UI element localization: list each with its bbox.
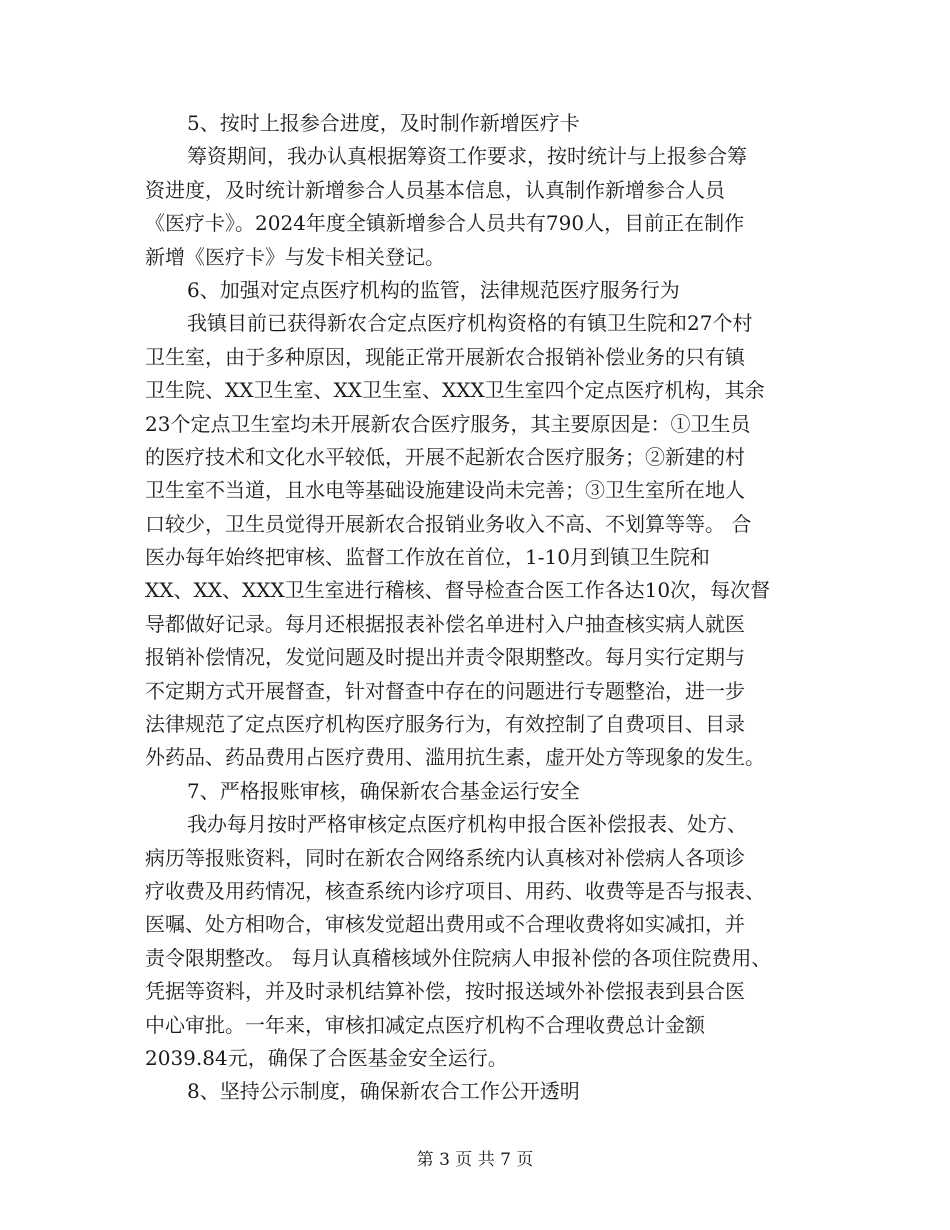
text-line: 中心审批。一年来，审核扣减定点医疗机构不合理收费总计金额 xyxy=(145,1012,705,1037)
text-line: 《医疗卡》。2024年度全镇新增参合人员共有790人，目前正在制作 xyxy=(145,211,745,236)
text-line: 医嘱、处方相吻合，审核发觉超出费用或不合理收费将如实减扣，并 xyxy=(145,912,745,937)
text-line: 卫生室不当道，且水电等基础设施建设尚未完善；③卫生室所在地人 xyxy=(145,478,745,503)
text-line: 新增《医疗卡》与发卡相关登记。 xyxy=(145,244,445,269)
text-line: 报销补偿情况，发觉问题及时提出并责令限期整改。每月实行定期与 xyxy=(145,645,745,670)
text-line: 卫生院、XX卫生室、XX卫生室、XXX卫生室四个定点医疗机构，其余 xyxy=(145,378,765,403)
page-footer: 第 3 页 共 7 页 xyxy=(416,1150,534,1170)
text-line: 7、严格报账审核，确保新农合基金运行安全 xyxy=(187,778,580,803)
text-line: 不定期方式开展督查，针对督查中存在的问题进行专题整治，进一步 xyxy=(145,678,745,703)
text-line: 疗收费及用药情况，核查系统内诊疗项目、用药、收费等是否与报表、 xyxy=(145,878,765,903)
text-line: 责令限期整改。 每月认真稽核域外住院病人申报补偿的各项住院费用、 xyxy=(145,945,772,970)
text-line: 外药品、药品费用占医疗费用、滥用抗生素，虚开处方等现象的发生。 xyxy=(145,745,765,770)
text-line: 病历等报账资料，同时在新农合网络系统内认真核对补偿病人各项诊 xyxy=(145,845,745,870)
text-line: 我办每月按时严格审核定点医疗机构申报合医补偿报表、处方、 xyxy=(187,812,747,837)
text-line: 8、坚持公示制度，确保新农合工作公开透明 xyxy=(187,1079,580,1104)
document-body xyxy=(145,107,810,1109)
text-line: 筹资期间，我办认真根据筹资工作要求，按时统计与上报参合筹 xyxy=(187,144,747,169)
text-line: 导都做好记录。每月还根据报表补偿名单进村入户抽查核实病人就医 xyxy=(145,611,745,636)
text-line: 2039.84元，确保了合医基金安全运行。 xyxy=(145,1045,508,1070)
text-line: XX、XX、XXX卫生室进行稽核、督导检查合医工作各达10次，每次督 xyxy=(145,578,771,603)
text-line: 5、按时上报参合进度，及时制作新增医疗卡 xyxy=(187,111,580,135)
text-line: 23个定点卫生室均未开展新农合医疗服务，其主要原因是：①卫生员 xyxy=(145,411,751,436)
text-line: 6、加强对定点医疗机构的监管，法律规范医疗服务行为 xyxy=(187,277,680,302)
text-line: 卫生室，由于多种原因，现能正常开展新农合报销补偿业务的只有镇 xyxy=(145,344,745,369)
text-line: 我镇目前已获得新农合定点医疗机构资格的有镇卫生院和27个村 xyxy=(187,311,753,336)
text-line: 法律规范了定点医疗机构医疗服务行为，有效控制了自费项目、目录 xyxy=(145,712,745,737)
text-line: 口较少，卫生员觉得开展新农合报销业务收入不高、不划算等等。 合 xyxy=(145,511,752,536)
text-line: 资进度，及时统计新增参合人员基本信息，认真制作新增参合人员 xyxy=(145,177,725,202)
text-line: 的医疗技术和文化水平较低，开展不起新农合医疗服务；②新建的村 xyxy=(145,444,745,469)
text-line: 医办每年始终把审核、监督工作放在首位，1-10月到镇卫生院和 xyxy=(145,545,710,570)
text-line: 凭据等资料，并及时录机结算补偿，按时报送域外补偿报表到县合医 xyxy=(145,979,745,1004)
